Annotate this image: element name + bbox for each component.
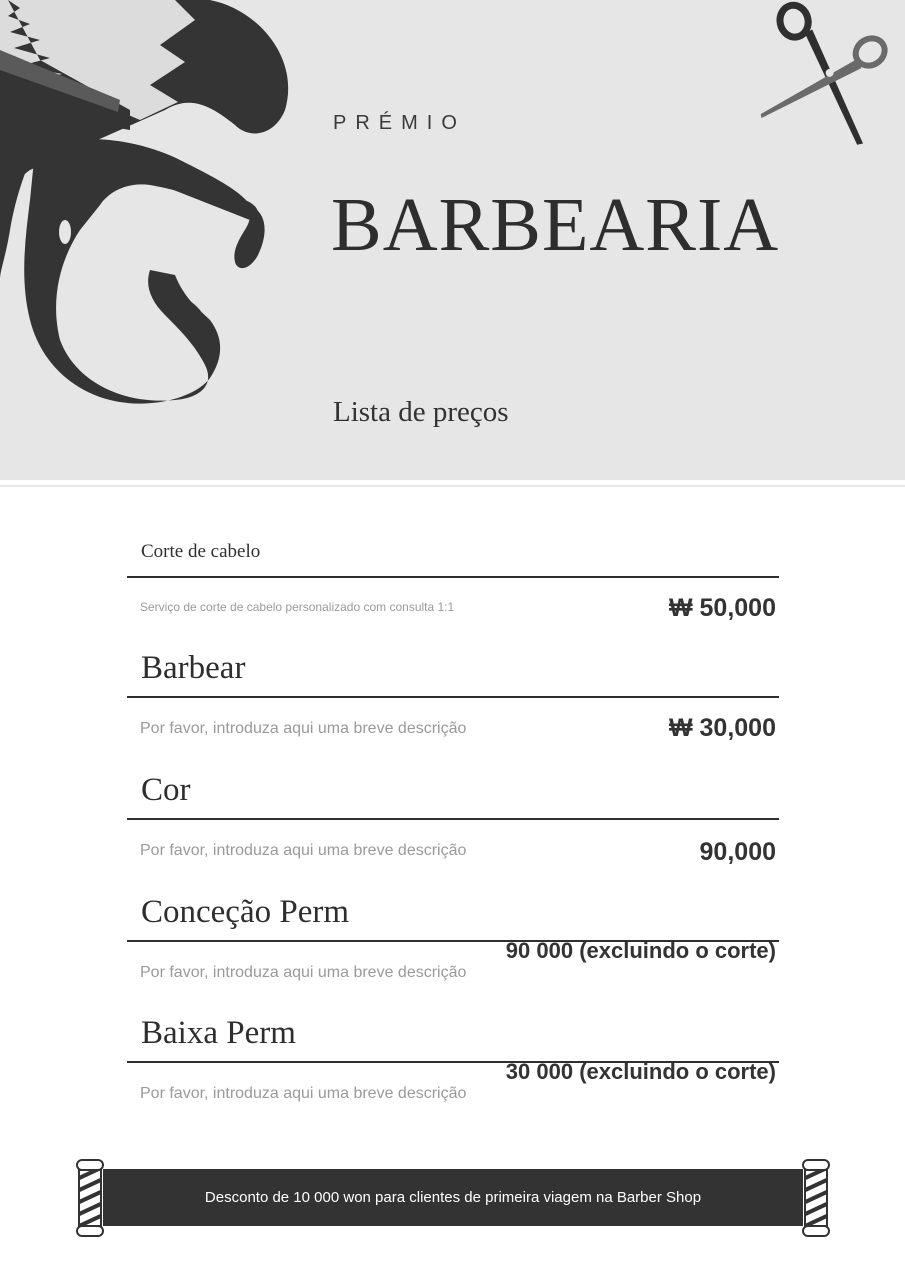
service-divider	[127, 576, 779, 578]
service-item	[127, 650, 779, 750]
service-divider	[127, 696, 779, 698]
page-title: BARBEARIA	[331, 183, 780, 267]
service-price: ₩ 30,000	[668, 714, 776, 742]
service-name: Cor	[141, 772, 191, 808]
barber-pole-icon	[801, 1158, 831, 1238]
service-item	[127, 894, 779, 994]
header-divider	[0, 485, 905, 487]
service-name: Baixa Perm	[141, 1015, 296, 1051]
service-divider	[127, 818, 779, 820]
barber-pole-icon	[75, 1158, 105, 1238]
barber-portrait-illustration	[0, 0, 300, 420]
service-description: Por favor, introduza aqui uma breve descrição	[140, 1085, 467, 1102]
service-description: Por favor, introduza aqui uma breve descrição	[140, 720, 467, 737]
service-description: Por favor, introduza aqui uma breve descrição	[140, 842, 467, 859]
service-name: Conceção Perm	[141, 894, 350, 930]
service-item	[127, 1015, 779, 1115]
service-price: 90,000	[699, 838, 776, 866]
discount-banner-text: Desconto de 10 000 won para clientes de primeira viagem na Barber Shop	[204, 1189, 702, 1206]
price-list-heading: Lista de preços	[333, 396, 509, 428]
service-name: Barbear	[141, 650, 246, 686]
service-description: Serviço de corte de cabelo personalizado com consulta 1:1	[140, 600, 455, 614]
header-banner	[0, 0, 905, 480]
scissors-icon	[745, 0, 905, 160]
service-item	[127, 772, 779, 872]
service-price: 90 000 (excluindo o corte)	[505, 938, 776, 963]
service-description: Por favor, introduza aqui uma breve descrição	[140, 964, 467, 981]
header-subtitle: PRÉMIO	[333, 112, 466, 134]
service-price: ₩ 50,000	[668, 594, 776, 622]
service-price: 30 000 (excluindo o corte)	[505, 1059, 776, 1084]
service-name: Corte de cabelo	[141, 541, 261, 562]
service-item	[127, 530, 779, 630]
